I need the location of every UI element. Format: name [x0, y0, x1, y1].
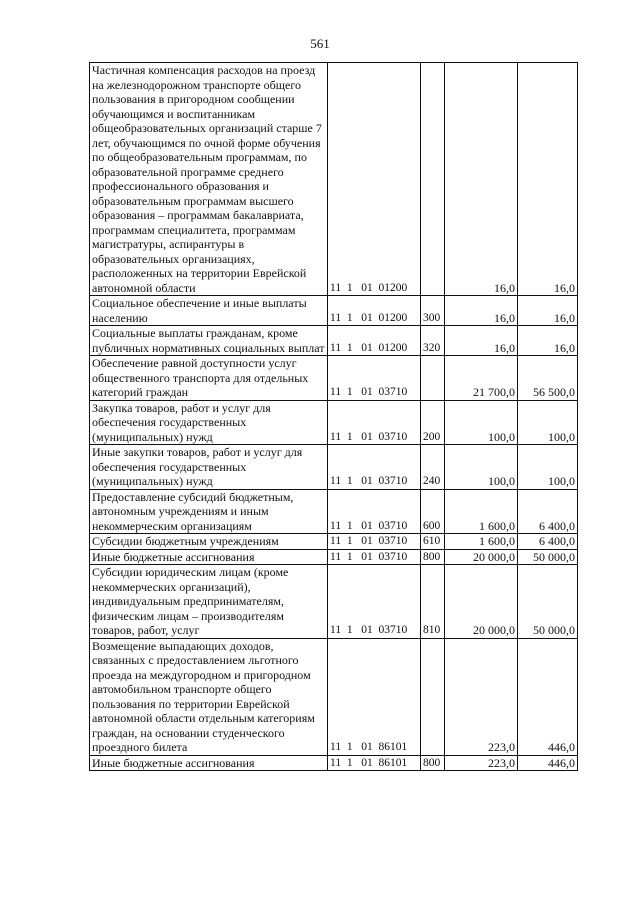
row-name: Иные закупки товаров, работ и услуг для обеспечения государственных (муниципальных) нужд [90, 445, 328, 490]
row-name: Обеспечение равной доступности услуг общественного транспорта для отдельных категорий граждан [90, 356, 328, 401]
row-vr: 800 [421, 755, 445, 771]
table-row [90, 445, 578, 490]
row-vr [421, 638, 445, 755]
budget-table-body [90, 63, 578, 771]
row-code: 11 1 01 03710 [328, 549, 421, 565]
row-sum-1: 100,0 [445, 445, 518, 490]
row-code: 11 1 01 03710 [328, 534, 421, 550]
row-sum-1: 1 600,0 [445, 534, 518, 550]
row-code: 11 1 01 03710 [328, 565, 421, 639]
row-vr: 320 [421, 326, 445, 356]
row-name: Частичная компенсация расходов на проезд на железнодорожном транспорте общего пользования в пригородном сообщении обучающимся и воспитанникам общеобразовательных организаций старше 7 лет, обучающимся по очной форме обучения по общеобразовательным программам, по образовательной программе среднего профессионального образования и образовательным программам высшего образования – программам бакалавриата, программам специалитета, программам магистратуры, аспирантуры в образовательных организациях, расположенных на территории Еврейской автономной области [90, 63, 328, 296]
table-row [90, 296, 578, 326]
row-code: 11 1 01 01200 [328, 63, 421, 296]
row-name: Социальное обеспечение и иные выплаты населению [90, 296, 328, 326]
row-code: 11 1 01 86101 [328, 638, 421, 755]
row-vr: 810 [421, 565, 445, 639]
row-vr: 800 [421, 549, 445, 565]
table-row [90, 63, 578, 296]
row-sum-2: 6 400,0 [518, 534, 578, 550]
row-name: Иные бюджетные ассигнования [90, 755, 328, 771]
row-code: 11 1 01 03710 [328, 489, 421, 534]
row-sum-2: 56 500,0 [518, 356, 578, 401]
row-sum-1: 1 600,0 [445, 489, 518, 534]
row-sum-2: 100,0 [518, 400, 578, 445]
row-vr [421, 356, 445, 401]
page-number: 561 [310, 36, 330, 51]
row-name: Социальные выплаты гражданам, кроме публичных нормативных социальных выплат [90, 326, 328, 356]
table-row [90, 638, 578, 755]
row-sum-2: 446,0 [518, 755, 578, 771]
row-code: 11 1 01 86101 [328, 755, 421, 771]
table-row [90, 356, 578, 401]
row-sum-1: 16,0 [445, 63, 518, 296]
row-sum-2: 16,0 [518, 296, 578, 326]
row-sum-1: 16,0 [445, 296, 518, 326]
row-code: 11 1 01 03710 [328, 445, 421, 490]
row-sum-1: 20 000,0 [445, 549, 518, 565]
row-name: Закупка товаров, работ и услуг для обеспечения государственных (муниципальных) нужд [90, 400, 328, 445]
table-row [90, 549, 578, 565]
row-sum-1: 21 700,0 [445, 356, 518, 401]
row-vr: 610 [421, 534, 445, 550]
row-name: Предоставление субсидий бюджетным, автономным учреждениям и иным некоммерческим организациям [90, 489, 328, 534]
row-name: Субсидии бюджетным учреждениям [90, 534, 328, 550]
row-sum-2: 16,0 [518, 63, 578, 296]
row-sum-1: 100,0 [445, 400, 518, 445]
table-row [90, 489, 578, 534]
table-row [90, 400, 578, 445]
row-sum-2: 50 000,0 [518, 549, 578, 565]
row-code: 11 1 01 03710 [328, 400, 421, 445]
row-sum-1: 20 000,0 [445, 565, 518, 639]
row-vr: 200 [421, 400, 445, 445]
table-row [90, 755, 578, 771]
row-name: Иные бюджетные ассигнования [90, 549, 328, 565]
row-vr [421, 63, 445, 296]
row-code: 11 1 01 01200 [328, 296, 421, 326]
row-name: Субсидии юридическим лицам (кроме некоммерческих организаций), индивидуальным предпринимателям, физическим лицам – производителям товаров, работ, услуг [90, 565, 328, 639]
row-name: Возмещение выпадающих доходов, связанных с предоставлением льготного проезда на междугородном и пригородном автомобильном транспорте общего пользования по территории Еврейской автономной области отдельным категориям граждан, на основании студенческого проездного билета [90, 638, 328, 755]
row-sum-1: 223,0 [445, 755, 518, 771]
table-row [90, 326, 578, 356]
table-row [90, 565, 578, 639]
row-vr: 300 [421, 296, 445, 326]
row-sum-1: 223,0 [445, 638, 518, 755]
row-sum-2: 50 000,0 [518, 565, 578, 639]
row-vr: 240 [421, 445, 445, 490]
row-code: 11 1 01 01200 [328, 326, 421, 356]
row-sum-1: 16,0 [445, 326, 518, 356]
row-code: 11 1 01 03710 [328, 356, 421, 401]
budget-table [89, 62, 578, 771]
table-row [90, 534, 578, 550]
row-sum-2: 446,0 [518, 638, 578, 755]
row-sum-2: 6 400,0 [518, 489, 578, 534]
row-sum-2: 16,0 [518, 326, 578, 356]
row-sum-2: 100,0 [518, 445, 578, 490]
row-vr: 600 [421, 489, 445, 534]
